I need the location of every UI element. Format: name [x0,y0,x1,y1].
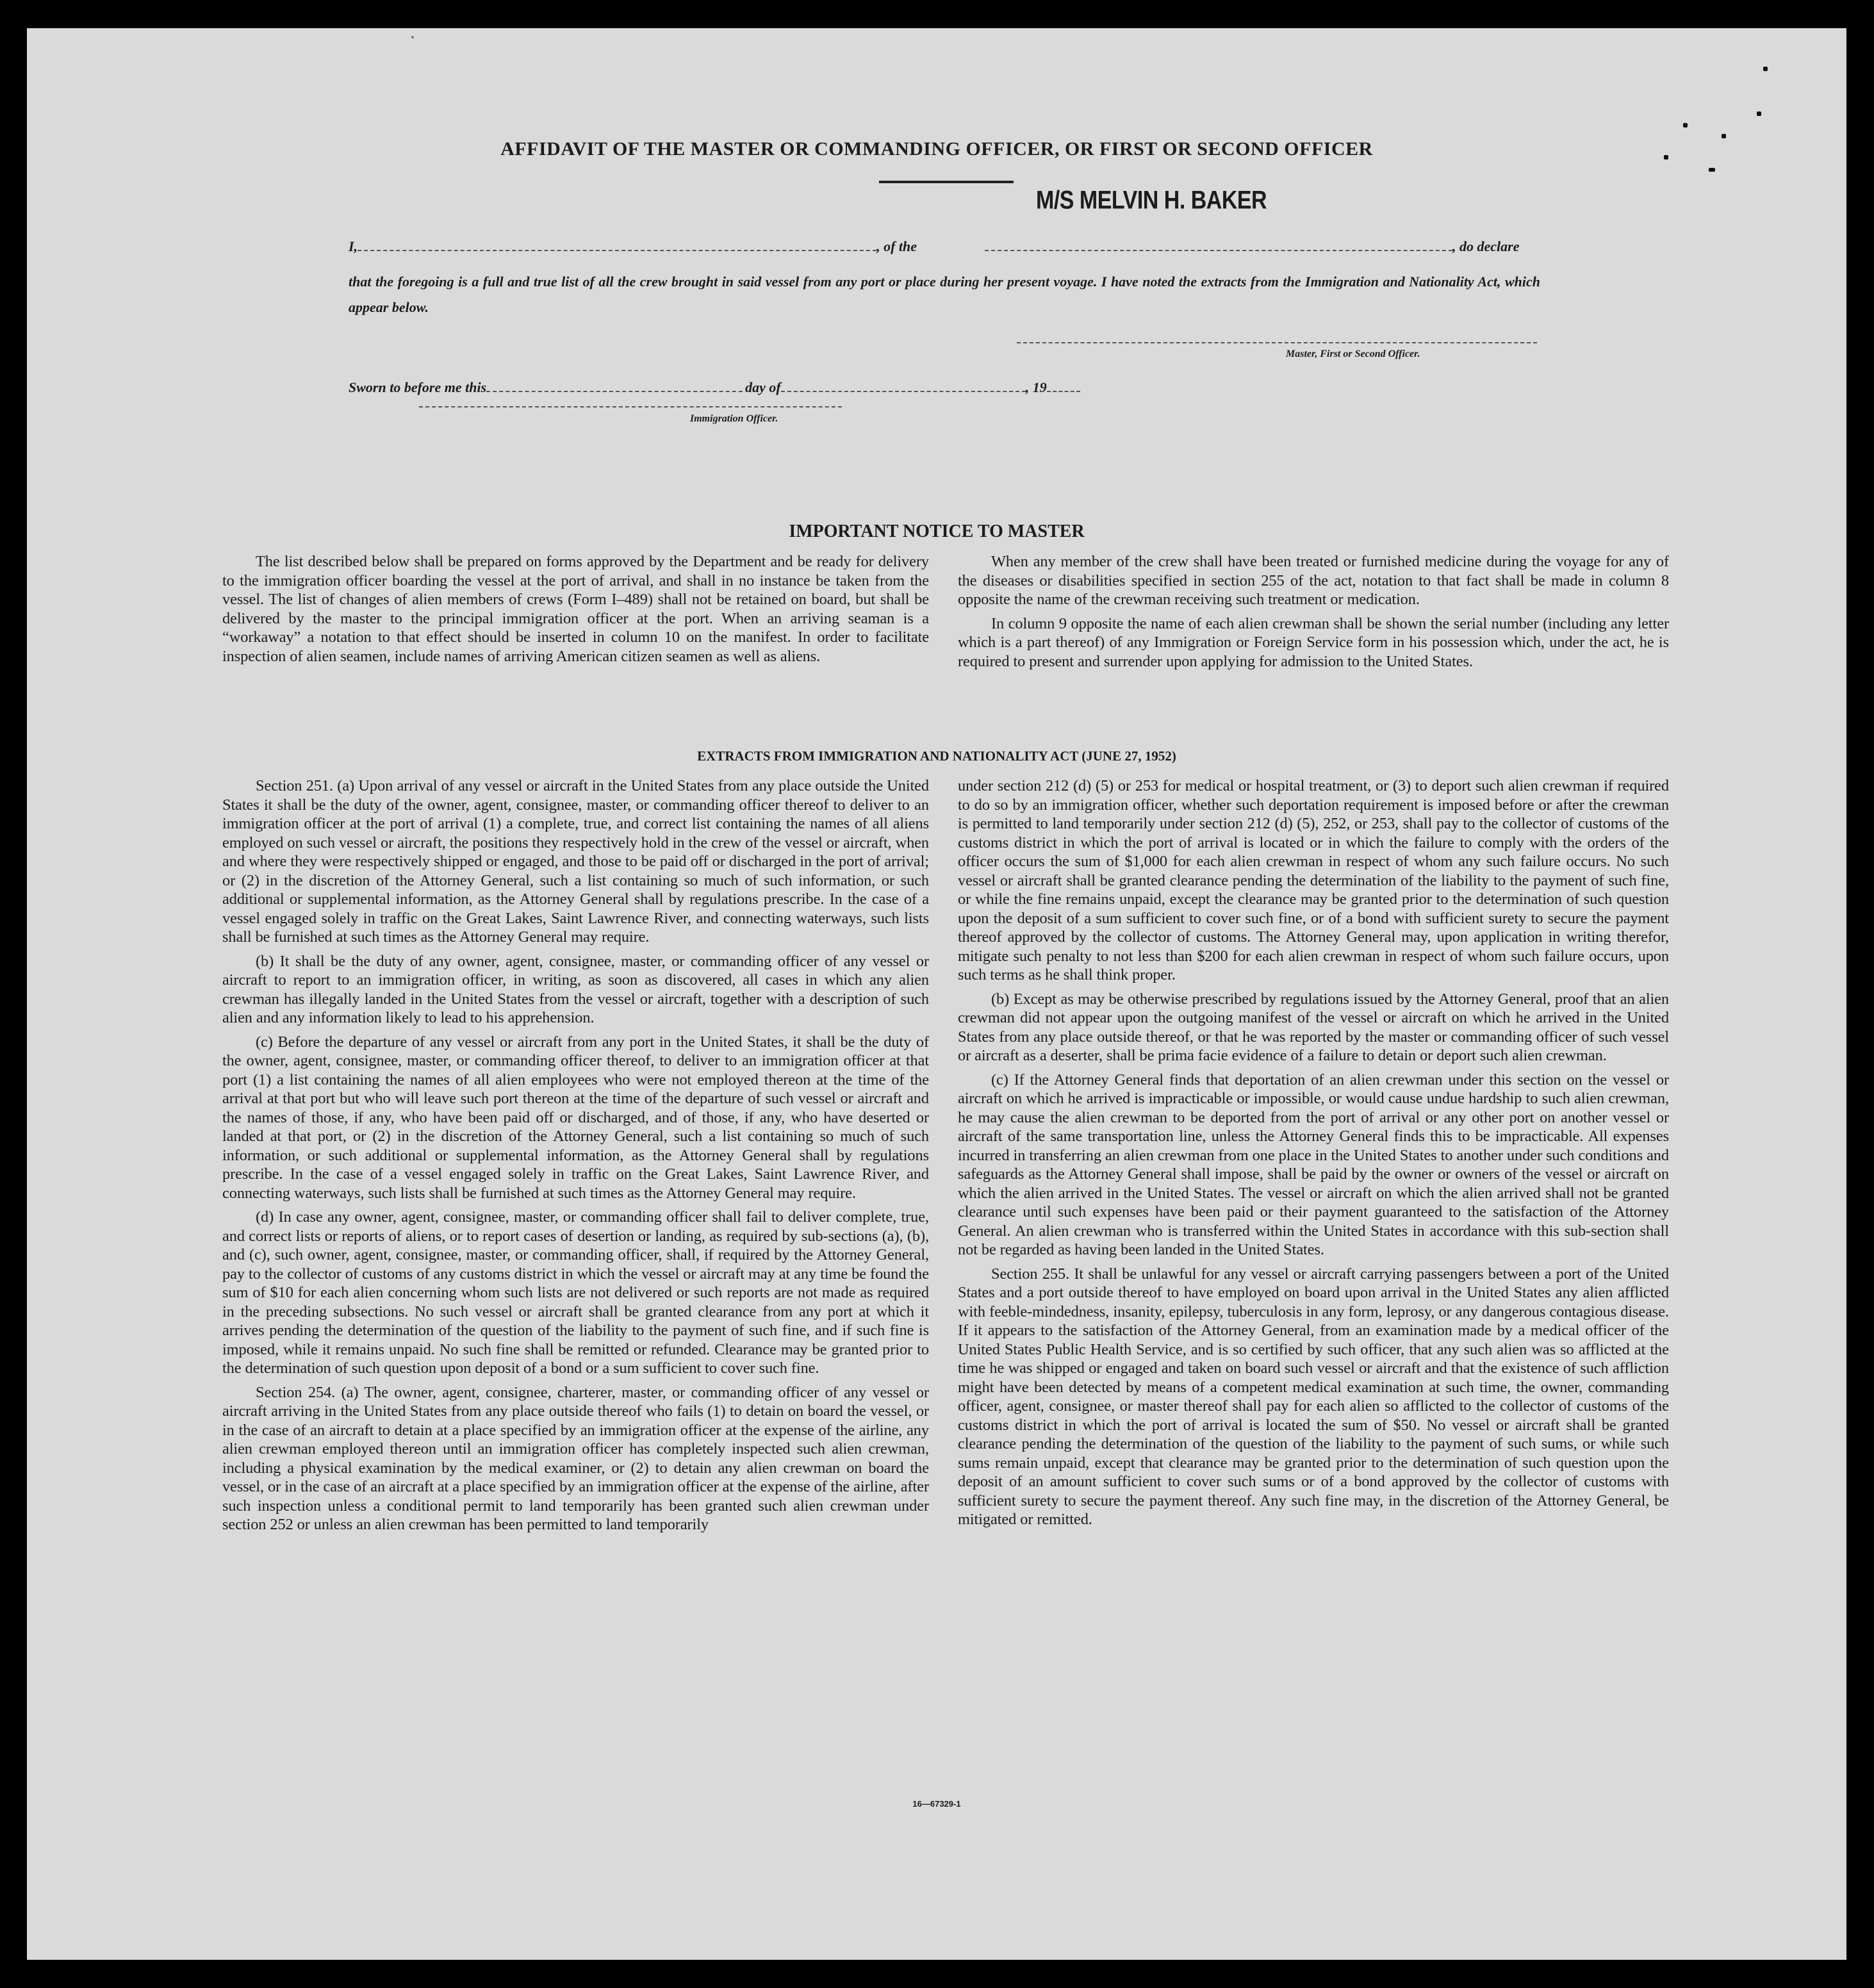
declarant-line [349,238,917,255]
vessel-line [985,238,1519,255]
i-label: I, [349,238,358,254]
affidavit-title: AFFIDAVIT OF THE MASTER OR COMMANDING OFFICER, OR FIRST OR SECOND OFFICER [500,138,1373,160]
declarant-name-field[interactable] [358,238,876,251]
extracts-left-column [222,776,929,1540]
day-of-label: day of [745,379,781,395]
of-the-label: , of the [876,238,917,254]
section-254-a-continued: under section 212 (d) (5) or 253 for medical or hospital treatment, or (3) to deport such alien crewman if required to do so by an immigration officer, whether such deportation requirement is imposed before or after the crewman is permitted to land temporarily under section 212 (d) (5), 252, or 253, shall pay to the collector of customs of the customs district in which the port of arrival is located or in which the failure to comply with the orders of the officer occurs the sum of $1,000 for each alien crewman in respect of whom any such failure occurs. No such vessel or aircraft shall be granted clearance pending the determination of the liability to the payment of such fine, or while the fine remains unpaid, except the clearance may be granted prior to the determination of such question upon the deposit of a sum sufficient to cover such fine, or of a bond with sufficient surety to secure the payment thereof approved by the collector of customs. The Attorney General may, upon application in writing therefor, mitigate such penalty to not less than $200 for each alien crewman in respect of whom such failure occurs, upon such terms as he shall think proper. [958,777,1669,983]
notice-left-column [222,552,929,671]
section-254-a: Section 254. (a) The owner, agent, consignee, charterer, master, or commanding officer of any vessel or aircraft arriving in the United States from any place outside thereof who fails (1) to detain on board the vessel, or in the case of an aircraft to detain at a place specified by an immigration officer at the expense of the airline, any alien crewman employed thereon until an immigration officer has completely inspected such alien crewman, including a physical examination by the medical examiner, or (2) to detain any alien crewman on board the vessel, or in the case of an aircraft at a place specified by an immigration officer at the expense of the airline, after such inspection unless a conditional permit to land temporarily has been granted such alien crewman under section 252 or unless an alien crewman has been permitted to land temporarily [222,1383,929,1533]
sworn-line [349,379,1080,396]
scan-speck [1683,123,1688,127]
master-signature-field[interactable] [1017,342,1537,343]
sworn-year-field[interactable] [1047,379,1080,392]
do-declare-label: , do declare [1452,238,1520,254]
section-251-d: (d) In case any owner, agent, consignee, master, or commanding officer shall fail to deliver complete, true, and correct lists or reports of aliens, or to report cases of desertion or landing, as required by sub-sections (a), (b), and (c), such owner, agent, consignee, master, or commanding officer, shall, if required by the Attorney General, pay to the collector of customs of any customs district in which the vessel or aircraft may at any time be found the sum of $10 for each alien concerning whom such lists are not delivered or such reports are not made as required in the preceding subsections. No such vessel or aircraft shall be granted clearance from any port at which it arrives pending the determination of the question of the liability to the payment of such fine, and if such fine is imposed, while it remains unpaid. No such fine shall be remitted or refunded. Clearance may be granted prior to the determination of such question upon deposit of a bond or a sum sufficient to cover such fine. [222,1208,929,1377]
year-label: , 19 [1025,379,1047,395]
section-251-a: Section 251. (a) Upon arrival of any vessel or aircraft in the United States from any place outside the United States it shall be the duty of the owner, agent, consignee, master, or commanding officer thereof to deliver to an immigration officer at the port of arrival (1) a complete, true, and correct list containing the names of all aliens employed on such vessel or aircraft, the positions they respectively hold in the crew of the vessel or aircraft, when and where they were respectively shipped or engaged, and those to be paid off or discharged in the port of arrival; or (2) in the discretion of the Attorney General, such a list containing so much of such information, or such additional or supplemental information, as the Attorney General shall by regulations prescribe. In the case of a vessel engaged solely in traffic on the Great Lakes, Saint Lawrence River, and connecting waterways, such lists shall be furnished at such times as the Attorney General may require. [222,777,929,946]
title-rule [879,181,1014,183]
notice-paragraph: The list described below shall be prepared on forms approved by the Department and be ready for delivery to the immigration officer boarding the vessel at the port of arrival, and shall in no instance be taken from the vessel. The list of changes of alien members of crews (Form I–489) shall not be retained on board, but shall be delivered by the master to the principal immigration officer at the port. When an arriving seaman is a “workaway” a notation to that effect should be inserted in column 10 on the manifest. In order to facilitate inspection of alien seamen, include names of arriving American citizen seamen as well as aliens. [222,553,929,665]
vessel-name: M/S MELVIN H. BAKER [1036,186,1267,215]
sworn-day-field[interactable] [486,379,743,392]
section-254-b: (b) Except as may be otherwise prescribed by regulations issued by the Attorney General, proof that an alien crewman did not appear upon the outgoing manifest of the vessel or aircraft on which he arrived in the United States from any place outside thereof, or that he was reported by the master or commanding officer of such vessel or aircraft as a deserter, shall be prima facie evidence of a failure to detain or deport such alien crewman. [958,990,1669,1064]
section-251-b: (b) It shall be the duty of any owner, agent, consignee, master, or commanding officer of any vessel or aircraft to report to an immigration officer, in writing, as soon as discovered, all cases in which any alien crewman has illegally landed in the United States from the vessel or aircraft, together with a description of such alien and any information likely to lead to his apprehension. [222,952,929,1026]
section-255: Section 255. It shall be unlawful for any vessel or aircraft carrying passengers between a port of the United States and a port outside thereof to have employed on board upon arrival in the United States any alien afflicted with feeble-mindedness, insanity, epilepsy, tuberculosis in any form, leprosy, or any dangerous contagious disease. If it appears to the satisfaction of the Attorney General, from an examination made by a medical officer of the United States Public Health Service, and is so certified by such officer, that any such alien was so afflicted at the time he was shipped or engaged and taken on board such vessel or aircraft and that the existence of such affliction might have been detected by means of a competent medical examination at such time, the owner, commanding officer, agent, consignee, or master thereof shall pay for each alien so afflicted to the collector of customs of the customs district in which the port of arrival is located the sum of $50. No vessel or aircraft shall be granted clearance pending the determination of the question of the liability to the payment of such sums, or while such sums remain unpaid, except that clearance may be granted prior to the determination of such question upon the deposit of an amount sufficient to cover such sums or of a bond approved by the collector of customs with sufficient surety to secure the payment thereof. Any such fine may, in the discretion of the Attorney General, be mitigated or remitted. [958,1265,1669,1528]
form-code: 16—67329-1 [912,1799,961,1809]
master-signature-caption: Master, First or Second Officer. [1286,349,1420,359]
extracts-title: EXTRACTS FROM IMMIGRATION AND NATIONALITY ACT (JUNE 27, 1952) [697,748,1176,764]
extracts-right-column [958,776,1669,1534]
scan-speck [1763,67,1768,71]
notice-right-column [958,552,1669,676]
immigration-officer-caption: Immigration Officer. [690,413,778,424]
immigration-officer-signature-field[interactable] [419,406,842,407]
vessel-name-field[interactable] [985,238,1452,251]
notice-paragraph: In column 9 opposite the name of each alien crewman shall be shown the serial number (including any letter which is a part thereof) of any Immigration or Foreign Service form in his possession which, under the act, he is required to present and surrender upon applying for admission to the United States. [958,614,1669,670]
scan-speck [1709,168,1715,172]
scan-speck [411,36,414,38]
document-page [27,28,1846,1960]
declaration-text: that the foregoing is a full and true list of all the crew brought in said vessel from any port or place during her present voyage. I have noted the extracts from the Immigration and Nationality Act, which appear below. [349,274,1540,315]
notice-title: IMPORTANT NOTICE TO MASTER [789,522,1085,541]
scan-speck [1757,111,1761,116]
section-251-c: (c) Before the departure of any vessel or aircraft from any port in the United States, it shall be the duty of the owner, agent, consignee, master, or commanding officer thereof, to deliver to an immigration officer at that port (1) a list containing the names of all alien employees who were not employed thereon at the time of the arrival at that port but who will leave such port thereon at the time of the departure of such vessel or aircraft and the names of those, if any, who have been paid off or discharged, and of those, if any, who have deserted or landed at that port, or (2) in the discretion of the Attorney General, such a list containing so much of such information, or such additional or supplemental information, as the Attorney General shall by regulations prescribe. In the case of a vessel engaged solely in traffic on the Great Lakes, Saint Lawrence River, and connecting waterways, such lists shall be furnished at such times as the Attorney General may require. [222,1033,929,1202]
section-254-c: (c) If the Attorney General finds that deportation of an alien crewman under this section on the vessel or aircraft on which he arrived is impracticable or impossible, or would cause undue hardship to such alien crewman, he may cause the alien crewman to be deported from the port of arrival or any other port on another vessel or aircraft of the same transportation line, unless the Attorney General finds this to be impracticable. All expenses incurred in transferring an alien crewman from one place in the United States to another under such conditions and safeguards as the Attorney General shall impose, shall be paid by the owner or owners of the vessel or aircraft on which the alien arrived in the United States. The vessel or aircraft on which the alien arrived shall not be granted clearance until such expenses have been paid or their payment guaranteed to the satisfaction of the Attorney General. An alien crewman who is transferred within the United States in accordance with this sub-section shall not be regarded as having been landed in the United States. [958,1071,1669,1258]
sworn-label: Sworn to before me this [349,379,487,395]
scan-speck [1722,134,1726,138]
sworn-month-field[interactable] [781,379,1026,392]
notice-paragraph: When any member of the crew shall have been treated or furnished medicine during the voyage for any of the diseases or disabilities specified in section 255 of the act, notation to that fact shall be made in column 8 opposite the name of the crewman receiving such treatment or medication. [958,553,1669,608]
